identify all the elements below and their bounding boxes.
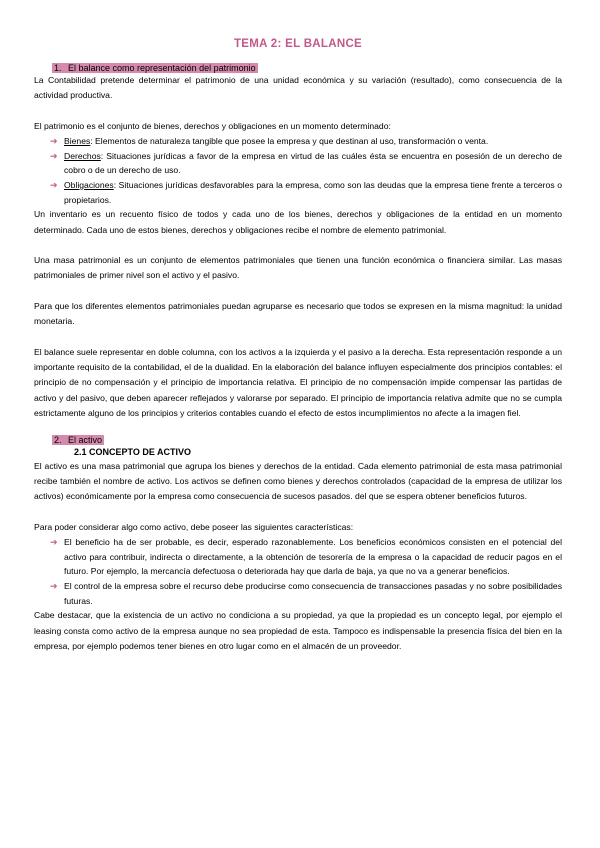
section-title: El activo <box>68 434 103 445</box>
paragraph: Para que los diferentes elementos patrimoniales puedan agruparse es necesario que todos se expresen en la misma magnitud: la unidad monetaria. <box>34 300 562 327</box>
paragraph: El balance suele representar en doble columna, con los activos a la izquierda y el pasivo a la derecha. Esta representación responde a un importante requisito de la contabilidad, el de la dualidad. En la elaboración del balance influyen especialmente dos principios contables: el principio de no compensación y el principio de importancia relativa. El principio de no compensación impide compensar las partidas de activo y del pasivo, que deben aparecer reflejados y valorarse por separado. El principio de importancia relativa admite que no se cumpla estrictamente alguno de los principios y criterios contables cuando el efecto de estos incumplimientos no afecte a la imagen fiel. <box>34 346 562 419</box>
caracteristicas-list <box>34 535 562 608</box>
list-item <box>50 579 562 608</box>
paragraph: Una masa patrimonial es un conjunto de elementos patrimoniales que tienen una función económica o financiera similar. Las masas patrimoniales de primer nivel son el activo y el pasivo. <box>34 255 562 281</box>
document-page <box>34 38 562 654</box>
page-title: TEMA 2: EL BALANCE <box>233 38 363 50</box>
section-number: 1. <box>54 63 62 73</box>
paragraph: Un inventario es un recuento físico de todos y cada uno de los bienes, derechos y obligaciones de la entidad en un momento determinado. Cada uno de estos bienes, derechos y obligaciones recibe el nombre de elemento patrimonial. <box>34 209 562 235</box>
list-item <box>50 178 562 207</box>
paragraph: Cabe destacar, que la existencia de un activo no condiciona a su propiedad, ya que la propiedad es un concepto legal, por ejemplo el leasing consta como activo de la empresa aunque no sea propiedad de esta. Tampoco es indispensable la presencia física del bien en la empresa, por ejemplo podemos tener bienes en otro lugar como en el almacén de un proveedor. <box>34 610 562 652</box>
section-title: El balance como representación del patrimonio <box>68 63 256 73</box>
section-number: 2. <box>54 434 62 445</box>
section-2-heading <box>34 435 562 445</box>
paragraph: El patrimonio es el conjunto de bienes, derechos y obligaciones en un momento determinado: <box>34 120 391 131</box>
section-1-heading <box>34 63 562 73</box>
list-text: : Situaciones jurídicas a favor de la empresa en virtud de las cuáles ésta se encuentra en posesión de un derecho de cobro o de un derecho de uso. <box>64 150 562 176</box>
arrow-right-icon: ➔ <box>50 581 58 592</box>
paragraph: El activo es una masa patrimonial que agrupa los bienes y derechos de la entidad. Cada elemento patrimonial de esta masa patrimonial recibe también el nombre de activo. Los activos se definen como bienes y derechos controlados (capacidad de la empresa de utilizar los activos) económicamente por la empresa como consecuencia de sucesos pasados. del que se espera obtener beneficios futuros. <box>34 460 562 502</box>
patrimonio-list <box>34 134 562 207</box>
list-item <box>50 134 562 149</box>
arrow-right-icon: ➔ <box>50 150 58 161</box>
list-text: El beneficio ha de ser probable, es decir, esperado razonablemente. Los beneficios económicos consisten en el potencial del activo para contribuir, indirecta o directamente, a la obtención de tesorería de la empresa o la capacidad de reducir pagos en el futuro. Por ejemplo, la mercancía defectuosa o deteriorada hay que darla de baja, ya que no va a generar beneficios. <box>64 537 562 577</box>
list-text: : Situaciones jurídicas desfavorables para la empresa, como son las deudas que la empresa tiene frente a terceros o propietarios. <box>64 180 562 205</box>
subsection-heading: 2.1 CONCEPTO DE ACTIVO <box>74 446 192 457</box>
arrow-right-icon: ➔ <box>50 180 58 190</box>
list-text: El control de la empresa sobre el recurso debe producirse como consecuencia de transacciones pasadas y no sobre posibilidades futuras. <box>64 581 562 606</box>
paragraph: La Contabilidad pretende determinar el patrimonio de una unidad económica y su variación (resultado), como consecuencia de la actividad productiva. <box>34 75 562 101</box>
list-term: Obligaciones <box>64 180 114 190</box>
list-term: Bienes <box>64 136 91 147</box>
list-term: Derechos <box>64 150 101 161</box>
paragraph: Para poder considerar algo como activo, debe poseer las siguientes características: <box>34 521 354 532</box>
list-item <box>50 535 562 579</box>
arrow-right-icon: ➔ <box>50 136 58 147</box>
list-text: : Elementos de naturaleza tangible que posee la empresa y que destinan al uso, transformación o venta. <box>90 136 489 147</box>
arrow-right-icon: ➔ <box>50 537 58 548</box>
list-item <box>50 149 562 178</box>
